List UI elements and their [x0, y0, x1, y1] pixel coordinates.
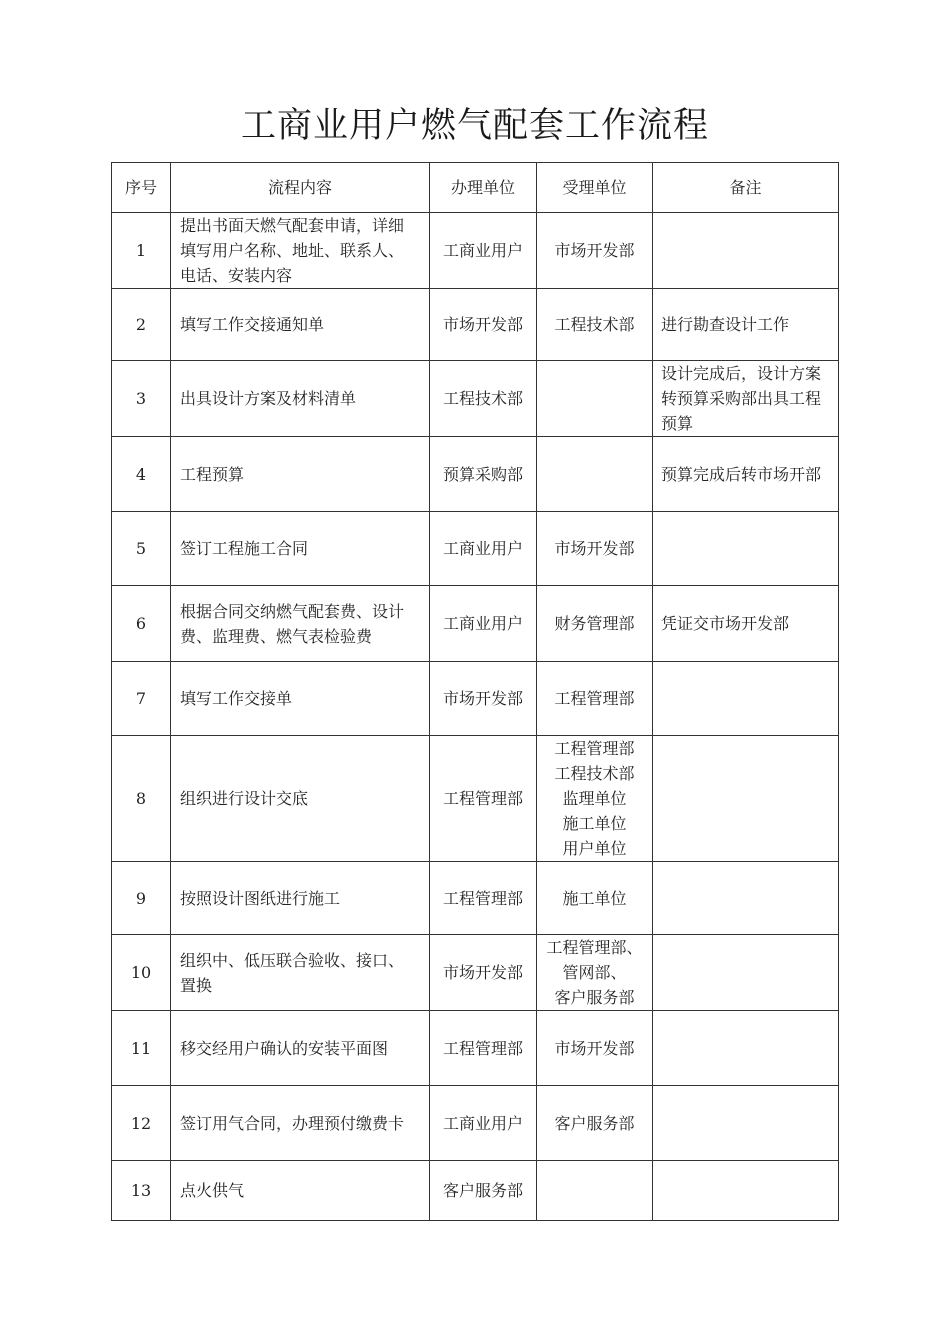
workflow-table	[111, 162, 839, 1221]
cell-handler	[430, 1161, 537, 1221]
cell-note	[653, 512, 839, 586]
header-receiver: 受理单位	[537, 163, 653, 213]
cell-receiver-line: 管网部、	[562, 963, 627, 982]
table-row	[112, 437, 839, 512]
cell-handler-line: 工程技术部	[442, 389, 523, 408]
cell-receiver-line: 客户服务部	[554, 1113, 635, 1133]
cell-no: 6	[112, 586, 171, 662]
cell-receiver	[537, 213, 653, 289]
cell-handler-line: 市场开发部	[442, 689, 523, 708]
cell-handler	[430, 361, 537, 437]
cell-content-line: 组织中、低压联合验收、接口、	[180, 950, 405, 970]
cell-receiver	[537, 1161, 653, 1221]
table-row	[112, 935, 839, 1011]
cell-receiver-line: 工程管理部、	[546, 938, 643, 957]
cell-receiver	[537, 437, 653, 512]
cell-receiver	[537, 361, 653, 437]
cell-handler	[430, 862, 537, 935]
table-row	[112, 736, 839, 862]
cell-content-line: 填写用户名称、地址、联系人、	[180, 241, 405, 260]
cell-note-line: 设计完成后，设计方案	[661, 364, 822, 383]
cell-handler-line: 工程管理部	[442, 1038, 523, 1058]
cell-content	[171, 512, 430, 586]
cell-receiver-line: 客户服务部	[554, 988, 635, 1007]
cell-content	[171, 586, 430, 662]
cell-note-line: 预算完成后转市场开部	[661, 464, 822, 484]
cell-handler	[430, 1086, 537, 1161]
table-row	[112, 1161, 839, 1221]
cell-handler-line: 市场开发部	[442, 963, 523, 982]
cell-note	[653, 736, 839, 862]
cell-receiver-line: 工程管理部	[554, 739, 635, 758]
cell-content-line: 工程预算	[180, 464, 245, 484]
cell-note	[653, 437, 839, 512]
cell-note-line: 预算	[661, 414, 694, 433]
table-row	[112, 512, 839, 586]
table-row	[112, 662, 839, 736]
cell-receiver-line: 市场开发部	[554, 1038, 635, 1058]
cell-note-line: 凭证交市场开发部	[661, 614, 790, 633]
cell-handler-line: 市场开发部	[442, 315, 523, 334]
cell-receiver-line: 市场开发部	[554, 241, 635, 260]
cell-receiver-line: 用户单位	[562, 839, 627, 858]
cell-handler-line: 工程管理部	[442, 789, 523, 808]
header-handler: 办理单位	[430, 163, 537, 213]
cell-handler	[430, 289, 537, 361]
cell-note	[653, 1161, 839, 1221]
cell-receiver	[537, 935, 653, 1011]
cell-receiver-line: 监理单位	[562, 789, 627, 808]
header-no: 序号	[112, 163, 171, 213]
cell-handler-line: 工商业用户	[442, 614, 523, 633]
cell-no: 8	[112, 736, 171, 862]
cell-receiver-line: 工程管理部	[554, 689, 635, 708]
cell-handler	[430, 437, 537, 512]
table-row	[112, 1011, 839, 1086]
cell-content-line: 按照设计图纸进行施工	[180, 888, 341, 908]
cell-note	[653, 586, 839, 662]
header-content: 流程内容	[171, 163, 430, 213]
table-row	[112, 289, 839, 361]
cell-content	[171, 935, 430, 1011]
cell-no: 10	[112, 935, 171, 1011]
cell-receiver-line: 施工单位	[562, 888, 627, 908]
cell-handler-line: 客户服务部	[442, 1181, 523, 1200]
cell-content-line: 出具设计方案及材料清单	[180, 389, 357, 408]
cell-handler-line: 工程管理部	[442, 888, 523, 908]
cell-handler	[430, 736, 537, 862]
table-header-row	[112, 163, 839, 213]
cell-note	[653, 862, 839, 935]
cell-content-line: 填写工作交接通知单	[180, 315, 325, 334]
table-row	[112, 862, 839, 935]
cell-receiver	[537, 862, 653, 935]
cell-note	[653, 361, 839, 437]
cell-handler-line: 工商业用户	[442, 539, 523, 558]
cell-receiver	[537, 662, 653, 736]
cell-handler-line: 预算采购部	[442, 464, 523, 484]
cell-receiver-line: 施工单位	[562, 814, 627, 833]
cell-handler	[430, 662, 537, 736]
header-note: 备注	[653, 163, 839, 213]
cell-content-line: 电话、安装内容	[180, 266, 293, 285]
cell-note	[653, 1086, 839, 1161]
cell-content-line: 置换	[180, 975, 213, 995]
cell-no: 13	[112, 1161, 171, 1221]
cell-handler-line: 工商业用户	[442, 1113, 523, 1133]
cell-note-line: 转预算采购部出具工程	[661, 389, 822, 408]
cell-content-line: 移交经用户确认的安装平面图	[180, 1038, 389, 1058]
cell-handler	[430, 1011, 537, 1086]
cell-content	[171, 437, 430, 512]
table-row	[112, 213, 839, 289]
table-row	[112, 361, 839, 437]
cell-no: 3	[112, 361, 171, 437]
cell-note	[653, 289, 839, 361]
cell-note	[653, 935, 839, 1011]
cell-no: 4	[112, 437, 171, 512]
cell-handler	[430, 512, 537, 586]
cell-content-line: 费、监理费、燃气表检验费	[180, 626, 373, 646]
cell-no: 12	[112, 1086, 171, 1161]
cell-receiver-line: 工程技术部	[554, 315, 635, 334]
cell-content	[171, 1086, 430, 1161]
cell-content	[171, 862, 430, 935]
cell-receiver	[537, 289, 653, 361]
cell-content-line: 组织进行设计交底	[180, 789, 309, 808]
cell-handler-line: 工商业用户	[442, 241, 523, 260]
cell-receiver	[537, 512, 653, 586]
cell-note	[653, 662, 839, 736]
cell-handler	[430, 935, 537, 1011]
cell-no: 11	[112, 1011, 171, 1086]
cell-receiver	[537, 1086, 653, 1161]
page-title: 工商业用户燃气配套工作流程	[240, 106, 709, 146]
cell-handler	[430, 586, 537, 662]
cell-note	[653, 1011, 839, 1086]
cell-no: 7	[112, 662, 171, 736]
table-row	[112, 1086, 839, 1161]
cell-receiver-line: 工程技术部	[554, 764, 635, 783]
cell-content	[171, 213, 430, 289]
cell-content-line: 根据合同交纳燃气配套费、设计	[180, 601, 405, 621]
cell-content-line: 签订工程施工合同	[180, 539, 309, 558]
cell-content	[171, 1011, 430, 1086]
cell-receiver	[537, 1011, 653, 1086]
cell-note-line: 进行勘查设计工作	[661, 315, 790, 334]
cell-content	[171, 361, 430, 437]
cell-note	[653, 213, 839, 289]
cell-content-line: 提出书面天燃气配套申请，详细	[180, 216, 405, 235]
cell-receiver-line: 财务管理部	[554, 614, 635, 633]
cell-handler	[430, 213, 537, 289]
cell-receiver	[537, 736, 653, 862]
cell-no: 2	[112, 289, 171, 361]
cell-content	[171, 289, 430, 361]
table-body	[112, 213, 839, 1221]
cell-content-line: 点火供气	[180, 1181, 245, 1200]
cell-no: 5	[112, 512, 171, 586]
table-row	[112, 586, 839, 662]
cell-receiver	[537, 586, 653, 662]
cell-no: 9	[112, 862, 171, 935]
cell-content	[171, 736, 430, 862]
cell-no: 1	[112, 213, 171, 289]
cell-content-line: 签订用气合同，办理预付缴费卡	[180, 1113, 405, 1133]
cell-content-line: 填写工作交接单	[180, 689, 293, 708]
cell-content	[171, 662, 430, 736]
cell-content	[171, 1161, 430, 1221]
cell-receiver-line: 市场开发部	[554, 539, 635, 558]
